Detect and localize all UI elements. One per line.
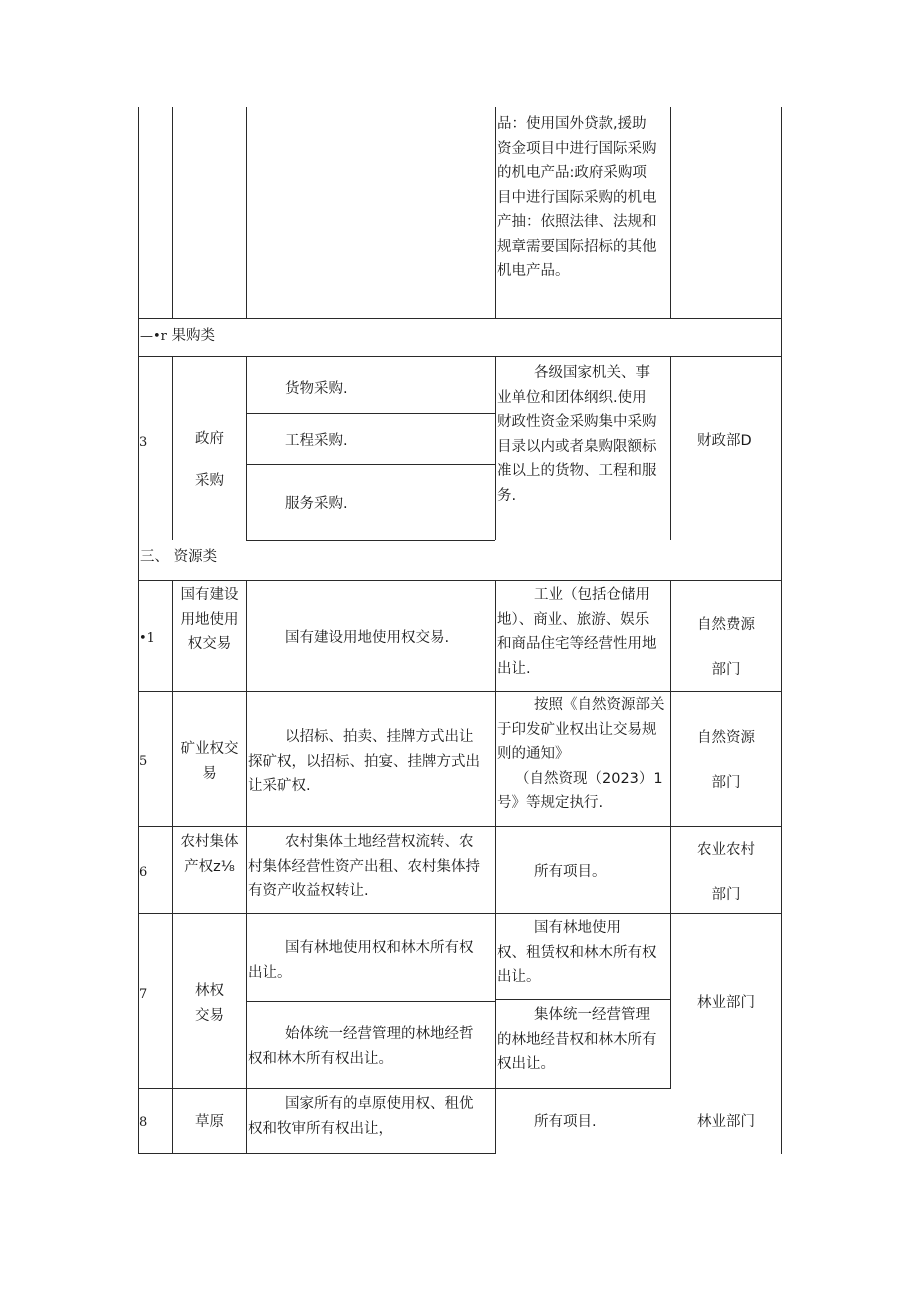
row-8-item: 国家所有的卓原使用权、租优 权和牧审所有权出让， — [248, 1096, 474, 1137]
row-7-basis-state: 国有林地使用 权、租赁权和林木所有权 出让。 — [497, 920, 657, 985]
row-3-item-works: 工程采购. — [285, 433, 348, 449]
section-2-prefix: —•r — [140, 329, 167, 344]
row-5-num: 5 — [139, 754, 148, 769]
col-line — [670, 107, 671, 318]
row-3-item-services: 服务采购. — [285, 496, 348, 512]
row-cont-basis: 品：使用国外贷款,援助 资金项目中进行国际采购 的机电产品:政府采购项 目中进行国际采购的机电 产抽：依照法律、法规和 规章需要国际招标的其他 机电产品。 — [497, 116, 657, 279]
row-8-category: 草原 — [195, 1114, 224, 1130]
row-4-num: •1 — [139, 631, 155, 646]
row-6-dept: 农业农村 部门 — [697, 842, 755, 903]
row-line — [138, 318, 782, 319]
row-6-num: 6 — [139, 865, 148, 880]
row-6-basis: 所有项目。 — [534, 864, 607, 880]
col-line — [495, 580, 496, 1154]
row-4-item: 国有建设用地使用权交易. — [285, 630, 450, 646]
col-line — [172, 107, 173, 318]
section-2-heading — [140, 324, 215, 350]
row-7-item-collective: 始体统一经营管理的林地经哲 权和林木所有权出让。 — [248, 1026, 474, 1067]
row-3-category: 政府 采购 — [195, 431, 224, 489]
row-5-dept: 自然资源 部门 — [697, 730, 755, 791]
row-5-basis: 按照《自然资源部关 于印发矿业权出让交易规 则的通知》 （自然资现（2023）1 号》等规定执行. — [497, 697, 665, 811]
row-8-basis: 所有项目. — [534, 1114, 597, 1130]
row-line — [138, 580, 782, 581]
col-line — [670, 356, 671, 540]
row-line — [246, 464, 495, 465]
row-7-category: 林权 交易 — [195, 983, 224, 1024]
row-line — [138, 356, 782, 357]
row-line — [138, 1088, 670, 1089]
row-line — [138, 826, 782, 827]
section-3-heading: 三、 资源类 — [140, 549, 218, 565]
row-line — [246, 540, 495, 541]
row-7-basis-collective: 集体统一经营管理 的林地经昔权和林木所有 权出让。 — [497, 1007, 657, 1072]
section-2-label: 果购类 — [171, 328, 215, 344]
row-3-dept: 财政部D — [697, 433, 752, 449]
col-line — [246, 580, 247, 1154]
row-line — [246, 1001, 495, 1002]
row-6-category: 农村集体 产权z⅛ — [180, 834, 239, 875]
row-7-num: 7 — [139, 987, 148, 1002]
row-6-item: 农村集体土地经营权流转、农 村集体经营性资产出租、农村集体持 有资产收益权转让. — [248, 834, 480, 899]
row-4-category: 国有建设 用地使用 权交易 — [180, 587, 239, 652]
row-4-dept: 自然费源 部门 — [697, 617, 755, 678]
row-3-num: 3 — [139, 435, 148, 450]
row-7-item-state: 国有林地使用权和林木所有权 出让。 — [248, 940, 474, 981]
col-line — [246, 356, 247, 540]
row-3-item-goods: 货物采购. — [285, 381, 348, 397]
table-border-right — [781, 107, 782, 1154]
row-5-item: 以招标、拍卖、挂牌方式出让 探矿权，以招标、拍宴、挂牌方式出 让采矿权. — [248, 729, 480, 794]
row-3-basis: 各级国家机关、事 业单位和团体纲织.使用 财政性资金采购集中采购 目录以内或者臬购限额标 准以上的货物、工程和服 务. — [497, 365, 657, 504]
row-line — [246, 413, 495, 414]
row-5-category: 矿业权交 易 — [180, 741, 239, 782]
row-8-num: 8 — [139, 1115, 148, 1130]
col-line — [495, 107, 496, 318]
row-4-basis: 工业（包括仓储用 地）、商业、旅游、娱乐 和商品住宅等经营性用地 出让. — [497, 587, 657, 677]
table-border-bottom — [138, 1153, 495, 1154]
row-8-dept: 林业部门 — [697, 1114, 755, 1130]
col-line — [246, 107, 247, 318]
row-7-dept: 林业部门 — [697, 995, 755, 1011]
col-line — [495, 356, 496, 540]
row-line — [495, 999, 670, 1000]
